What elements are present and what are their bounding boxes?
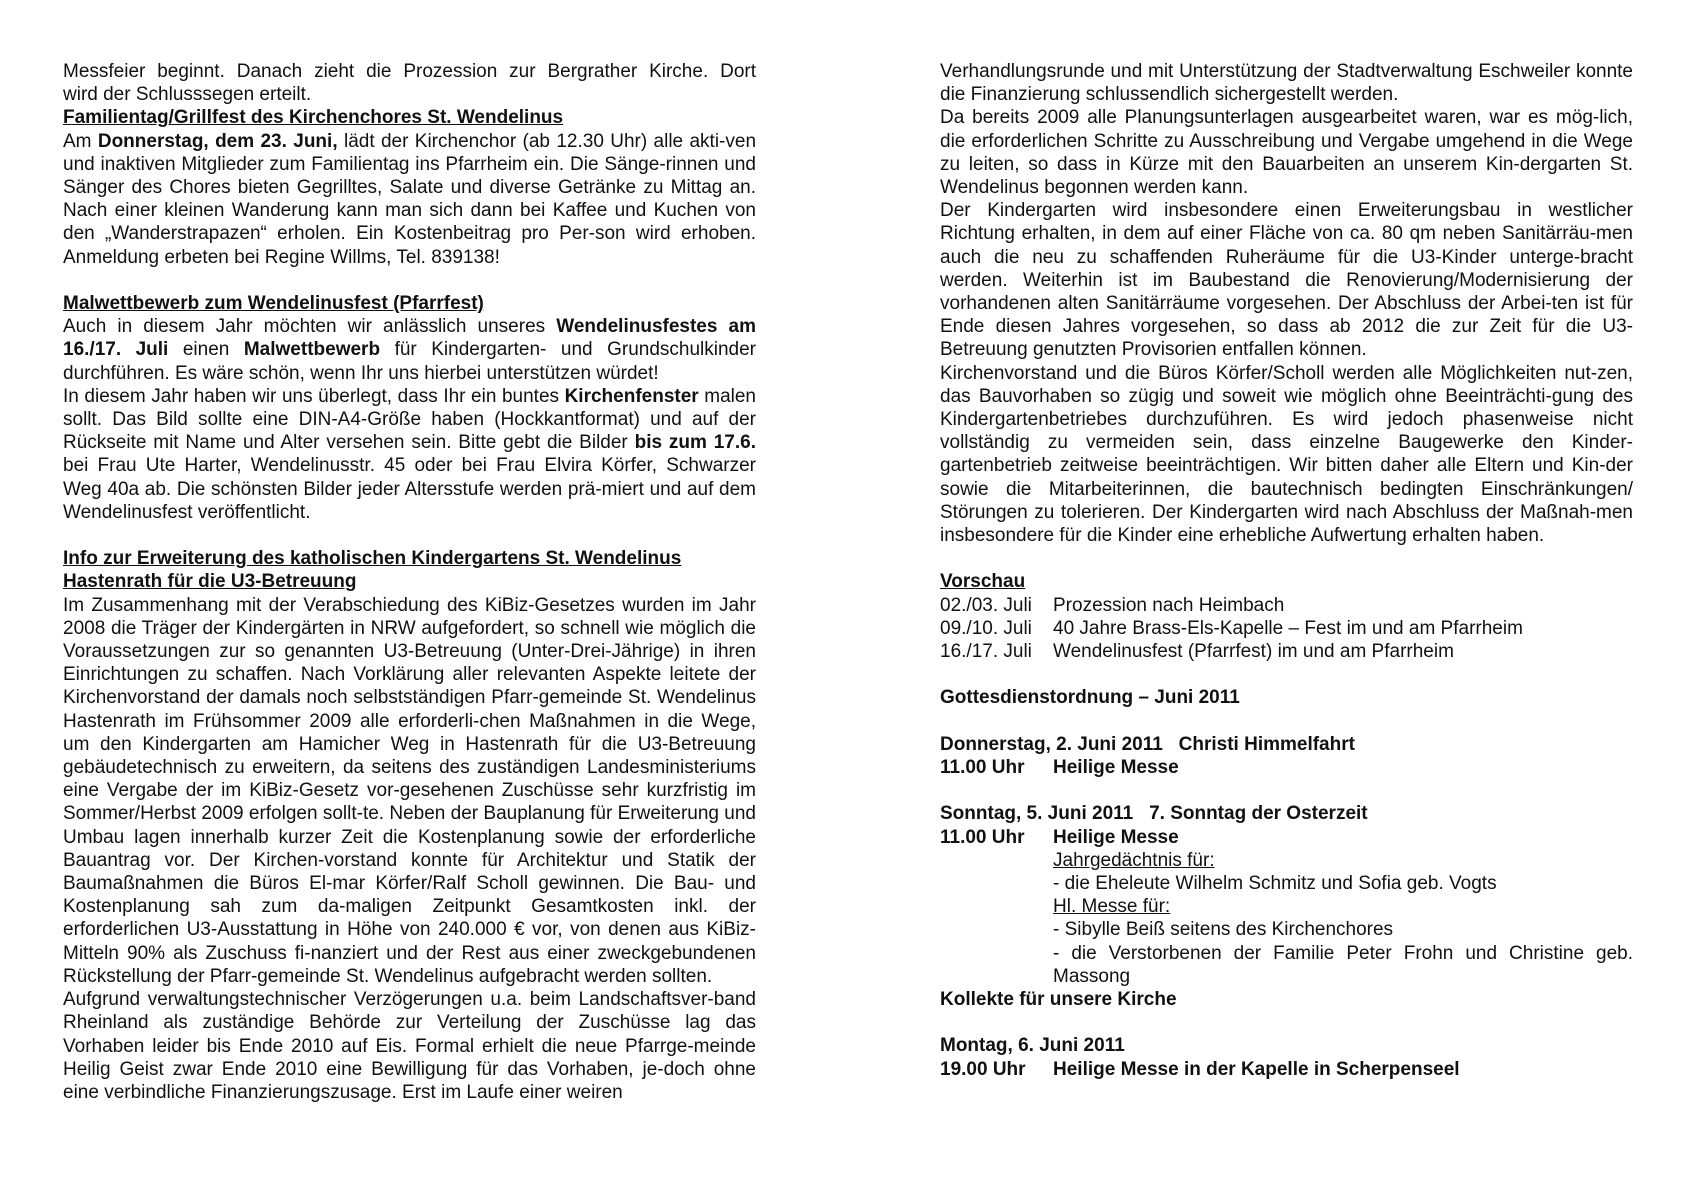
text-segment: malen sollt. Das Bild sollte eine DIN-A4-Größe haben (Hockkantformat) und auf der Rückseite mit Name und Alter versehen sein. Bitte gebt die Bilder [63,385,756,454]
service-entry [940,756,1633,779]
preview-text: Prozession nach Heimbach [1053,594,1285,616]
service-time: 11.00 Uhr [940,826,1025,848]
painting-paragraph-2 [63,385,756,524]
intention-item: - die Verstorbenen der Familie Peter Frohn und Christine geb. Massong [1053,942,1633,987]
service-entry [940,1058,1633,1081]
preview-item [940,617,1633,640]
kindergarten-info-heading-2: Hastenrath für die U3-Betreuung [63,571,357,593]
text-segment: lädt der Kirchenchor (ab 12.30 Uhr) alle akti-ven und inaktiven Mitglieder zum Familientag ins Pfarrheim ein. Die Sänge-rinnen und Sänger des Chores bieten Gegrilltes, Salate und diverse Getränke zu Mittag an. Nach einer kleinen Wanderung kann man sich dann bei Kaffee und Kuchen von den „Wanderstrapazen“ erholen. Ein Kostenbeitrag pro Per-son wird erhoben. Anmeldung erbeten bei Regine Willms, Tel. 839138! [63,130,757,268]
kindergarten-info-heading-1: Info zur Erweiterung des katholischen Kindergartens St. Wendelinus [63,548,682,570]
bold-text: Malwettbewerb [243,339,381,361]
preview-text: 40 Jahre Brass-Els-Kapelle – Fest im und am Pfarrheim [1053,617,1523,639]
kindergarten-info-paragraph-6: Kirchenvorstand und die Büros Körfer/Scholl werden alle Möglichkeiten nut-zen, das Bauvorhaben so zügig und soweit wie möglich ohne Beeinträchti-gung des Kindergartenbetriebes durchzuführen. Es wird jedoch phasenweise nicht vollständig zu vermeiden sein, dass einzelne Baugewerke den Kinder-gartenbetrieb zeitweise beeinträchtigen. Wir bitten daher alle Eltern und Kin-der sowie die Mitarbeiterinnen, die bautechnisch bedingten Einschränkungen/ Störungen zu tolerieren. Der Kindergarten wird nach Abschluss der Maßnah-men insbesondere für die Kinder eine erhebliche Aufwertung erhalten haben. [940,362,1633,547]
right-column [940,60,1633,1081]
service-time: 11.00 Uhr [940,757,1025,779]
kindergarten-info-paragraph-1: Im Zusammenhang mit der Verabschiedung des KiBiz-Gesetzes wurden im Jahr 2008 die Träger der Kindergärten in NRW aufgefordert, so schnell wie möglich die Voraussetzungen zur so genannten U3-Betreuung (Unter-Drei-Jährige) in ihren Einrichtungen zu schaffen. Nach Vorklärung aller relevanten Aspekte leitete der Kirchenvorstand der damals noch selbstständigen Pfarr-gemeinde St. Wendelinus Hastenrath im Frühsommer 2009 alle erforderli-chen Maßnahmen in die Wege, um den Kindergarten am Hamicher Weg in Hastenrath für die U3-Betreuung gebäudetechnisch zu erweitern, da seitens des zuständigen Landesministeriums eine Vergabe der im KiBiz-Gesetz vor-gesehenen Zuschüsse sehr kurzfristig im Sommer/Herbst 2009 erfolgen sollt-te. Neben der Bauplanung für Erweiterung und Umbau lagen innerhalb kurzer Zeit die Kostenplanung sowie der erforderliche Bauantrag vor. Der Kirchen-vorstand konnte für Architektur und Statik der Baumaßnahmen die Büros El-mar Körfer/Ralf Scholl gewinnen. Die Bau- und Kostenplanung sah zum da-maligen Zeitpunkt Gesamtkosten inkl. der erforderlichen U3-Ausstattung in Höhe von 240.000 € vor, von denen aus KiBiz-Mitteln 90% als Zuschuss fi-nanziert und der Rest aus einer zweckgebundenen Rückstellung der Pfarr-gemeinde St. Wendelinus aufgebracht werden sollten. [63,594,756,987]
service-intentions [940,849,1633,988]
bold-date: Donnerstag, dem 23. Juni, [97,130,338,152]
preview-heading: Vorschau [940,571,1026,593]
kindergarten-info-paragraph-2: Aufgrund verwaltungstechnischer Verzögerungen u.a. beim Landschaftsver-band Rheinland als zuständige Behörde zur Verteilung der Zuschüsse lag das Vorhaben leider bis Ende 2010 auf Eis. Formal erhielt die neue Pfarrge-meinde Heilig Geist zwar Ende 2010 eine Bewilligung für das Vorhaben, je-doch ohne eine verbindliche Finanzierungszusage. Erst im Laufe einer weiren [63,989,756,1103]
intro-line-1: Messfeier beginnt. Danach zieht die Prozession zur Bergrather Kirche. Dort [63,61,756,82]
family-day-heading: Familientag/Grillfest des Kirchenchores St. Wendelinus [63,107,564,129]
text-segment: einen [168,339,244,361]
text-segment: Auch in diesem Jahr möchten wir anlässlich unseres [63,316,557,338]
family-day-paragraph [63,130,756,269]
mass-for-label: Hl. Messe für: [1053,896,1171,918]
preview-date: 09./10. Juli [940,617,1032,639]
service-day-2: Sonntag, 5. Juni 2011 7. Sonntag der Osterzeit [940,803,1368,825]
kindergarten-info-paragraph-4: Da bereits 2009 alle Planungsunterlagen ausgearbeitet waren, war es mög-lich, die erforderlichen Schritte zu Ausschreibung und Vergabe umgehend in die Wege zu leiten, so dass in Kürze mit den Bauarbeiten an unserem Kin-dergarten St. Wendelinus begonnen werden kann. [940,107,1633,199]
text-segment: In diesem Jahr haben wir uns überlegt, dass Ihr ein buntes [63,385,565,407]
bold-text: bis zum 17.6. [634,432,756,454]
service-title: Heilige Messe [1053,757,1179,779]
painting-contest-heading: Malwettbewerb zum Wendelinusfest (Pfarrfest) [63,293,484,315]
preview-text: Wendelinusfest (Pfarrfest) im und am Pfarrheim [1053,641,1454,663]
service-entry [940,826,1633,849]
preview-item [940,640,1633,663]
intention-item: - Sibylle Beiß seitens des Kirchenchores [1053,919,1394,941]
painting-paragraph-1 [63,315,756,385]
text-segment: für Kindergarten- und Grundschulkinder durchführen. Es wäre schön, wenn Ihr uns hierbei unterstützen würdet! [63,339,756,384]
preview-item [940,594,1633,617]
preview-date: 16./17. Juli [940,641,1032,663]
service-title: Heilige Messe in der Kapelle in Scherpenseel [1053,1058,1460,1080]
preview-date: 02./03. Juli [940,594,1032,616]
left-column [63,60,756,1104]
bold-text: Wendelinusfestes am 16./17. Juli [63,316,756,361]
intro-line-2: wird der Schlusssegen erteilt. [63,84,312,106]
service-title: Heilige Messe [1053,826,1179,848]
kindergarten-info-paragraph-3: Verhandlungsrunde und mit Unterstützung der Stadtverwaltung Eschweiler konnte die Finanzierung schlussendlich sichergestellt werden. [940,61,1633,106]
service-time: 19.00 Uhr [940,1058,1026,1080]
service-order-heading: Gottesdienstordnung – Juni 2011 [940,687,1240,709]
collection-note: Kollekte für unsere Kirche [940,989,1177,1011]
service-day-1: Donnerstag, 2. Juni 2011 Christi Himmelfahrt [940,733,1355,755]
service-day-3: Montag, 6. Juni 2011 [940,1035,1125,1057]
anniversary-label: Jahrgedächtnis für: [1053,849,1215,871]
text-segment: bei Frau Ute Harter, Wendelinusstr. 45 oder bei Frau Elvira Körfer, Schwarzer Weg 40a ab. Die schönsten Bilder jeder Altersstufe werden prä-miert und auf dem Wendelinusfest veröffentlicht. [63,455,756,523]
intention-item: - die Eheleute Wilhelm Schmitz und Sofia geb. Vogts [1053,873,1497,895]
text-segment: Am [63,130,98,152]
kindergarten-info-paragraph-5: Der Kindergarten wird insbesondere einen Erweiterungsbau in westlicher Richtung erhalten, in dem auf einer Fläche von ca. 80 qm neben Sanitärräu-men auch die neu zu schaffenden Ruheräume für die U3-Kinder unterge-bracht werden. Weiterhin ist im Baubestand die Renovierung/Modernisierung der vorhandenen alten Sanitärräume vorgesehen. Der Abschluss der Arbei-ten ist für Ende diesen Jahres vorgesehen, so dass ab 2012 die zur Zeit für die U3-Betreuung genutzten Provisorien entfallen können. [940,200,1633,361]
bold-text: Kirchenfenster [564,385,699,407]
